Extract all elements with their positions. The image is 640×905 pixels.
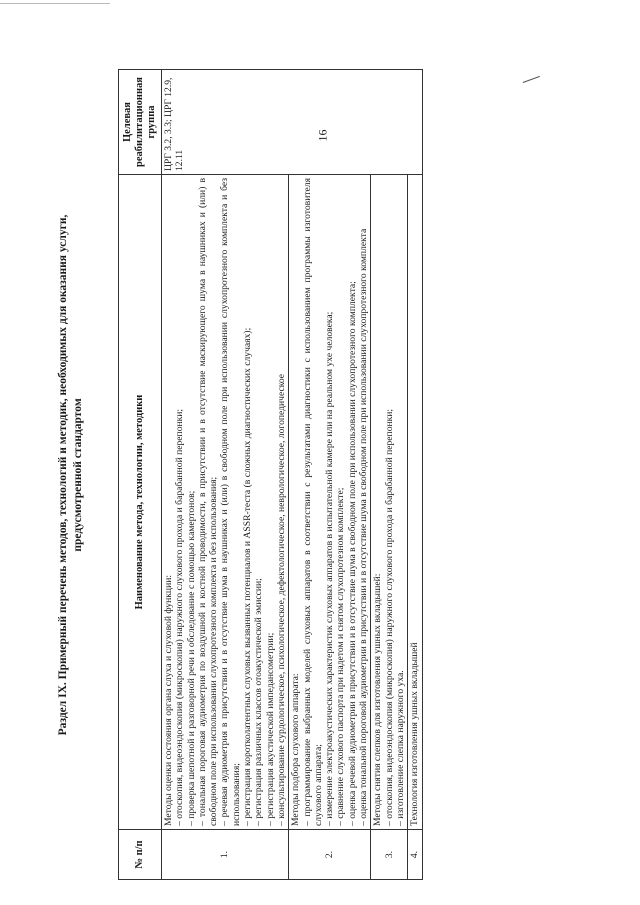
table-row (408, 70, 422, 880)
heading-line-1: Раздел IX. Примерный перечень методов, технологий и методик, необходимых для оказания услуги, (57, 214, 69, 736)
list-item: – консультирование сурдологическое, психологическое, дефектологическое, неврологическое, логопедическое (275, 373, 287, 826)
table-row (371, 70, 408, 880)
row-number: 3. (371, 830, 408, 880)
table-row (289, 70, 371, 880)
list-item: – речевая аудиометрия в присутствии и в отсутствие шума в наушниках и (или) в свободном поле при использовании слухопротезного комплекта и без использования; (219, 178, 242, 826)
row-number: 2. (289, 830, 371, 880)
heading-line-2: предусмотренной стандартом (72, 398, 84, 552)
list-item: – программирование выбранных моделей слуховых аппаратов в соответствии с результатами диагностики с использованием программы изготовителя слухового аппарата; (301, 178, 324, 826)
header-group: Целевая реабилитационная группа (119, 70, 162, 175)
list-item: – регистрация различных классов отоакустической эмиссии; (253, 578, 265, 826)
list-item: – регистрация коротколатентных слуховых вызванных потенциалов и ASSR-теста (в сложных диагностических случаях); (242, 327, 254, 826)
list-item: – оценка речевой аудиометрии в присутствии и в отсутствие шума в свободном поле при использовании слухопротезного комплекта; (346, 281, 358, 826)
row-content (371, 175, 408, 830)
row-title: Методы подбора слухового аппарата: (290, 673, 302, 826)
section-heading (52, 50, 114, 900)
top-edge-line (0, 3, 110, 4)
list-item: – проверка шепотной и разговорной речи и обследование с помощью камертонов; (185, 490, 197, 826)
page-number: 16 (315, 129, 330, 142)
table-row (162, 70, 289, 880)
list-item: – сравнение слухового паспорта при надетом и снятом слухопротезном комплекте; (335, 487, 347, 826)
pen-mark (522, 74, 540, 83)
row-content (408, 175, 422, 830)
list-item: – отоскопия, видеоэндоскопия (микроскопия) наружного слухового прохода и барабанной перепонки; (174, 408, 186, 826)
list-item: – тональная пороговая аудиометрия по воздушной и костной проводимости, в присутствии и в отсутствие маскирующего шума в наушниках и (или) в свободном поле при использовании слухопротезного комплекта и без использования; (196, 178, 220, 826)
row-content (289, 175, 371, 830)
list-item: – оценка тональной пороговой аудиометрии в присутствии и в отсутствие шума в свободном поле при использовании слухопротезного комплекта (358, 228, 370, 826)
rotated-page (52, 50, 622, 900)
row-title: Технология изготовления ушных вкладышей (409, 642, 421, 826)
row-number: 1. (162, 830, 289, 880)
row-title: Методы снятия слепков для изготовления ушных вкладышей: (372, 573, 384, 826)
list-item: – отоскопия, видеоэндоскопия (микроскопия) наружного слухового прохода и барабанной перепонки; (383, 408, 395, 826)
table-header-row (119, 70, 162, 880)
row-title: Методы оценки состояния органа слуха и слуховой функции: (163, 575, 174, 826)
row-number: 4. (408, 830, 422, 880)
row-content (162, 175, 289, 830)
list-item: – измерение электроакустических характеристик слуховых аппаратов в испытательной камере или на реальном ухе человека; (324, 311, 336, 826)
header-name: Наименование метода, технологии, методики (119, 175, 162, 830)
list-item: – изготовление слепка наружного уха. (394, 670, 406, 826)
header-num: № п/п (119, 830, 162, 880)
methods-table (118, 69, 423, 880)
target-group: ЦРГ 3.2, 3.3; ЦРГ 12.9, 12.11 (162, 70, 423, 175)
list-item: – регистрация акустической импедансометрии; (264, 632, 276, 826)
